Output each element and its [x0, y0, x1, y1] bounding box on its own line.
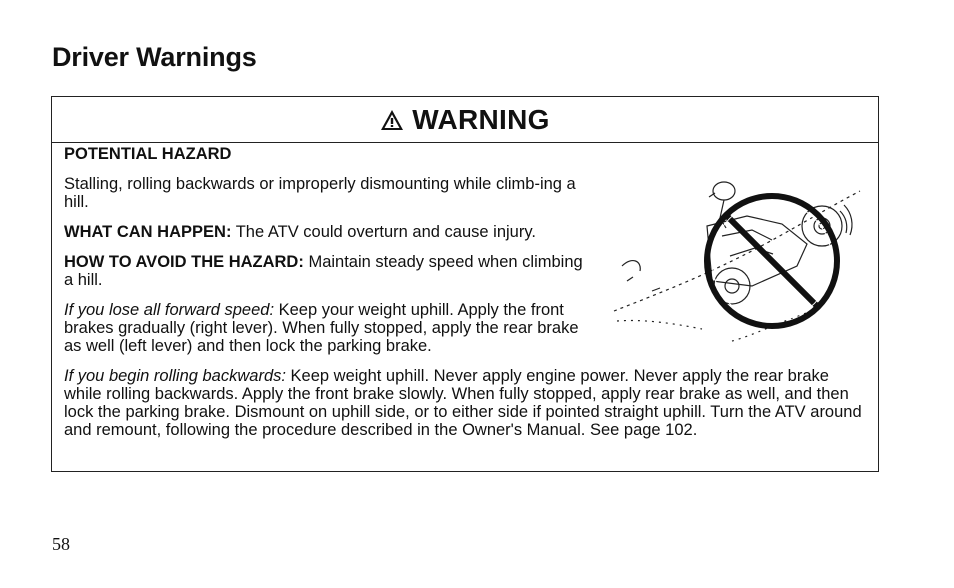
rolling-back-text: Keep weight uphill. Never apply engine power. Never apply the rear brake while rolling backwards. Apply the front brake slowly. When fully stopped, apply rear brake as well, and then lock the parking brake. Dismount on uphill side, or to either side if pointed straight uphill. Turn the ATV around and remount, following the procedure described in the Owner's Manual. See page 102.: [64, 367, 862, 439]
lose-speed-instructions: [64, 301, 596, 355]
prohibited-atv-hill-illustration: [612, 171, 862, 351]
warning-triangle-icon: [380, 109, 404, 131]
lose-speed-label: If you lose all forward speed:: [64, 301, 275, 319]
rolling-back-instructions: [64, 367, 866, 439]
page-title: Driver Warnings: [52, 42, 257, 72]
how-to-avoid: [64, 253, 596, 289]
warning-header: [52, 97, 878, 143]
how-to-avoid-text: Maintain steady speed when climbing a hill.: [64, 253, 583, 289]
what-can-happen-label: WHAT CAN HAPPEN:: [64, 223, 232, 241]
how-to-avoid-label: HOW TO AVOID THE HAZARD:: [64, 253, 304, 271]
what-can-happen: [64, 223, 596, 241]
rolling-back-label: If you begin rolling backwards:: [64, 367, 286, 385]
what-can-happen-text: The ATV could overturn and cause injury.: [231, 223, 536, 241]
hazard-heading: POTENTIAL HAZARD: [64, 145, 232, 163]
hazard-text: Stalling, rolling backwards or improperly dismounting while climb-ing a hill.: [64, 175, 576, 211]
lose-speed-text: Keep your weight uphill. Apply the front brakes gradually (right lever). When fully stopped, apply the rear brake as well (left lever) and then lock the parking brake.: [64, 301, 579, 355]
page-number: 58: [52, 534, 70, 554]
warning-label: WARNING: [412, 103, 550, 135]
warning-box: [51, 96, 879, 472]
